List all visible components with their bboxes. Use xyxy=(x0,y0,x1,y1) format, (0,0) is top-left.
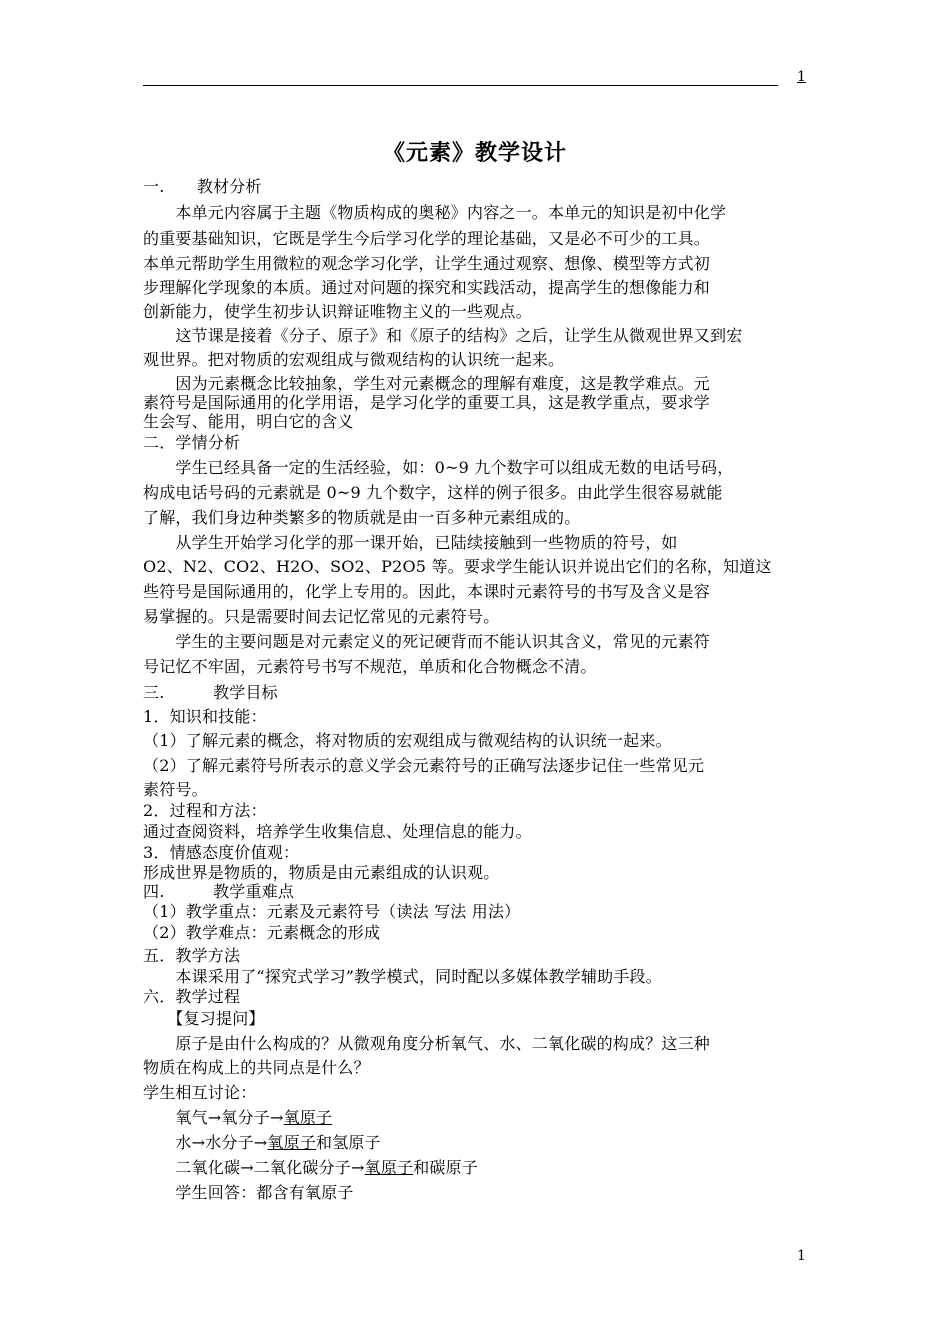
underlined-term: 氧原子 xyxy=(283,1108,333,1127)
paragraph-line: 素符号。 xyxy=(143,780,208,799)
paragraph-line: 学生相互讨论： xyxy=(143,1083,257,1102)
discussion-text: 和碳原子 xyxy=(413,1158,479,1177)
underlined-term: 氧原子 xyxy=(364,1158,414,1177)
paragraph-line: 这节课是接着《分子、原子》和《原子的结构》之后，让学生从微观世界又到宏 xyxy=(143,326,743,345)
paragraph-line: 素符号是国际通用的化学用语，是学习化学的重要工具，这是教学重点，要求学 xyxy=(143,393,711,412)
paragraph-line: （2）了解元素符号所表示的意义学会元素符号的正确写法逐步记住一些常见元 xyxy=(143,756,705,775)
paragraph-line: 因为元素概念比较抽象，学生对元素概念的理解有难度，这是教学难点。元 xyxy=(143,374,711,393)
page-title: 《元素》教学设计 xyxy=(382,140,567,166)
discussion-line xyxy=(143,1133,381,1153)
paragraph-line: 步理解化学现象的本质。通过对问题的探究和实践活动，提高学生的想像能力和 xyxy=(143,278,711,297)
paragraph-line: 从学生开始学习化学的那一课开始，已陆续接触到一些物质的符号，如 xyxy=(143,533,678,552)
section-heading: 二．学情分析 xyxy=(143,433,241,452)
paragraph-line: （2）教学难点：元素概念的形成 xyxy=(143,923,381,942)
discussion-text: 氧气→氧分子→ xyxy=(143,1108,284,1127)
paragraph-line: 创新能力，使学生初步认识辩证唯物主义的一些观点。 xyxy=(143,302,532,321)
paragraph-line: 构成电话号码的元素就是 0~9 九个数字，这样的例子很多。由此学生很容易就能 xyxy=(143,483,723,502)
section-heading: 三. 教学目标 xyxy=(143,683,278,702)
paragraph-line: 本课采用了“探究式学习”教学模式，同时配以多媒体教学辅助手段。 xyxy=(143,967,662,986)
paragraph-line: 学生已经具备一定的生活经验，如：0~9 九个数字可以组成无数的电话号码， xyxy=(143,458,734,477)
paragraph-line: O2、N2、CO2、H2O、SO2、P2O5 等。要求学生能认识并说出它们的名称，知道这 xyxy=(143,557,772,576)
section-heading: 一. 教材分析 xyxy=(143,177,262,196)
paragraph-line: （1）了解元素的概念，将对物质的宏观组成与微观结构的认识统一起来。 xyxy=(143,731,672,750)
discussion-text: 和氢原子 xyxy=(316,1133,381,1152)
paragraph-line: （1）教学重点：元素及元素符号（读法 写法 用法） xyxy=(143,902,521,921)
section-heading: 五．教学方法 xyxy=(143,946,241,965)
section-heading: 四. 教学重难点 xyxy=(143,882,295,901)
paragraph-line: 原子是由什么构成的？从微观角度分析氧气、水、二氧化碳的构成？这三种 xyxy=(143,1034,711,1053)
paragraph-line: 3．情感态度价值观： xyxy=(143,843,300,862)
paragraph-line: 的重要基础知识，它既是学生今后学习化学的理论基础，又是必不可少的工具。 xyxy=(143,229,711,248)
paragraph-line: 号记忆不牢固，元素符号书写不规范，单质和化合物概念不清。 xyxy=(143,657,597,676)
paragraph-line: 2．过程和方法： xyxy=(143,801,267,820)
paragraph-line: 易掌握的。只是需要时间去记忆常见的元素符号。 xyxy=(143,607,500,626)
paragraph-line: 观世界。把对物质的宏观组成与微观结构的认识统一起来。 xyxy=(143,350,565,369)
discussion-line xyxy=(143,1158,478,1178)
paragraph-line: 本单元内容属于主题《物质构成的奥秘》内容之一。本单元的知识是初中化学 xyxy=(143,203,727,222)
paragraph-line: 学生回答：都含有氧原子 xyxy=(143,1183,354,1202)
footer-page-number: 1 xyxy=(797,1248,806,1264)
paragraph-line: 些符号是国际通用的，化学上专用的。因此，本课时元素符号的书写及含义是容 xyxy=(143,582,711,601)
paragraph-line: 生会写、能用，明白它的含义 xyxy=(143,412,354,431)
discussion-text: 水→水分子→ xyxy=(143,1133,268,1152)
paragraph-line: 通过查阅资料，培养学生收集信息、处理信息的能力。 xyxy=(143,822,532,841)
paragraph-line: 物质在构成上的共同点是什么？ xyxy=(143,1058,370,1077)
header-rule xyxy=(143,85,778,86)
paragraph-line: 了解，我们身边种类繁多的物质就是由一百多种元素组成的。 xyxy=(143,508,581,527)
underlined-term: 氧原子 xyxy=(267,1133,317,1152)
paragraph-line: 本单元帮助学生用微粒的观念学习化学，让学生通过观察、想像、模型等方式初 xyxy=(143,254,711,273)
discussion-text: 二氧化碳→二氧化碳分子→ xyxy=(143,1158,365,1177)
header-page-number: 1 xyxy=(797,69,806,85)
paragraph-line: 形成世界是物质的，物质是由元素组成的认识观。 xyxy=(143,863,500,882)
paragraph-line: 1．知识和技能： xyxy=(143,707,267,726)
paragraph-line: 【复习提问】 xyxy=(143,1009,265,1028)
section-heading: 六．教学过程 xyxy=(143,987,241,1006)
paragraph-line: 学生的主要问题是对元素定义的死记硬背而不能认识其含义，常见的元素符 xyxy=(143,632,711,651)
discussion-line xyxy=(143,1108,332,1128)
